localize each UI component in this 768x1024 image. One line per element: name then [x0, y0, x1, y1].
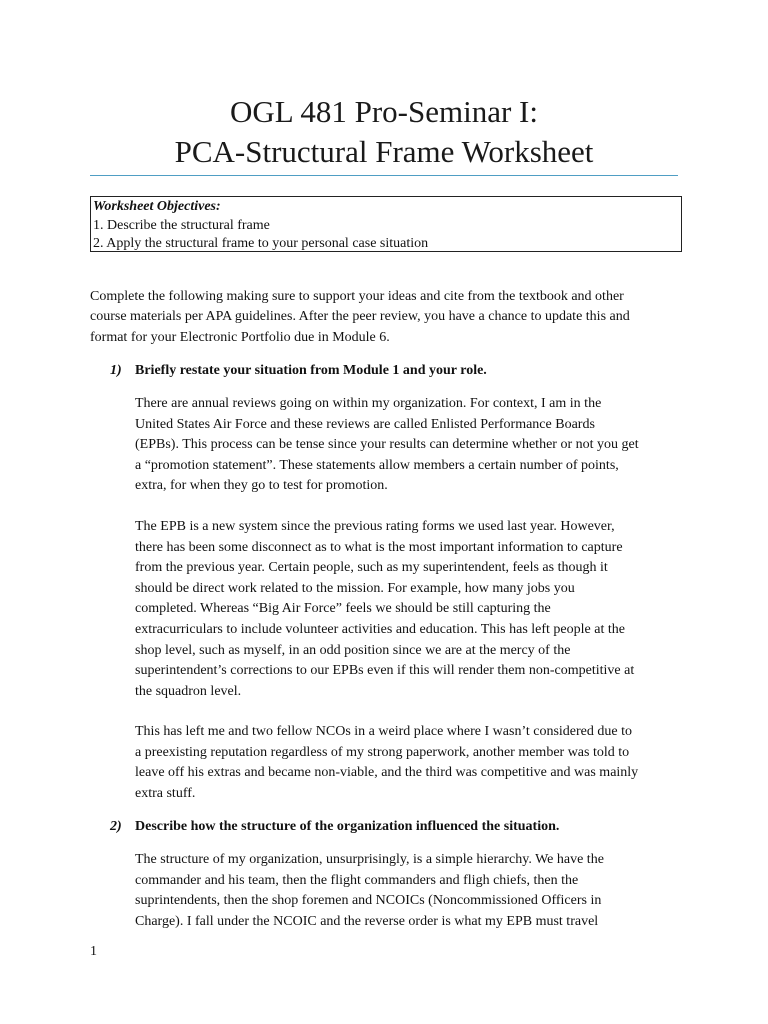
paragraph-line: completed. Whereas “Big Air Force” feels we should be still capturing the	[135, 601, 551, 617]
paragraph-line: commander and his team, then the flight commanders and fligh chiefs, then the	[135, 872, 579, 888]
paragraph-line: United States Air Force and these reviews are called Enlisted Performance Boards	[135, 416, 595, 432]
objective-item: 2. Apply the structural frame to your personal case situation	[93, 236, 429, 251]
objectives-box	[90, 196, 682, 252]
paragraph-line: Charge). I fall under the NCOIC and the reverse order is what my EPB must travel	[135, 913, 599, 929]
paragraph-line: there has been some disconnect as to what is the most important information to capture	[135, 539, 623, 555]
paragraph-line: should be direct work related to the mission. For example, how many jobs you	[135, 580, 575, 596]
paragraph-line: shop level, such as myself, in an odd position since we are at the mercy of the	[135, 642, 571, 658]
paragraph-line: from the previous year. Certain people, such as my superintendent, feels as though it	[135, 560, 608, 576]
question-text: Briefly restate your situation from Module 1 and your role.	[135, 363, 487, 378]
paragraph-line: The EPB is a new system since the previous rating forms we used last year. However,	[135, 519, 615, 534]
intro-paragraph	[90, 287, 690, 348]
title-line-2: PCA-Structural Frame Worksheet	[174, 134, 594, 169]
answer-paragraph	[135, 517, 690, 702]
paragraph-line: leave off his extras and became non-viable, and the third was competitive and was mainly	[135, 765, 639, 781]
answer-paragraph	[135, 850, 690, 932]
page-number: 1	[90, 944, 97, 959]
intro-line: format for your Electronic Portfolio due in Module 6.	[90, 329, 390, 345]
question-number: 1)	[110, 363, 122, 378]
paragraph-line: superintendent’s corrections to our EPBs even if this will render them non-competitive at	[135, 663, 635, 679]
objective-item: 1. Describe the structural frame	[93, 217, 270, 233]
intro-line: course materials per APA guidelines. After the peer review, you have a chance to update this and	[90, 309, 630, 325]
question-1	[110, 361, 700, 381]
paragraph-line: extra, for when they go to test for promotion.	[135, 478, 388, 494]
answer-paragraph	[135, 722, 690, 804]
title-line-1: OGL 481 Pro-Seminar I:	[230, 94, 538, 129]
paragraph-line: The structure of my organization, unsurprisingly, is a simple hierarchy. We have the	[135, 852, 604, 867]
question-number: 2)	[110, 819, 122, 834]
answer-paragraph	[135, 394, 690, 497]
paragraph-line: extra stuff.	[135, 785, 196, 801]
objectives-heading: Worksheet Objectives:	[93, 199, 221, 214]
title-divider	[90, 175, 678, 176]
question-text: Describe how the structure of the organization influenced the situation.	[135, 819, 560, 834]
paragraph-line: There are annual reviews going on within my organization. For context, I am in the	[135, 396, 602, 411]
paragraph-line: This has left me and two fellow NCOs in a weird place where I wasn’t considered due to	[135, 724, 632, 739]
intro-line: Complete the following making sure to support your ideas and cite from the textbook and other	[90, 289, 624, 304]
paragraph-line: extracurriculars to include volunteer activities and education. This has left people at the	[135, 621, 625, 637]
document-title	[90, 92, 678, 172]
paragraph-line: suprintendents, then the shop foremen and NCOICs (Noncommissioned Officers in	[135, 893, 602, 909]
paragraph-line: the squadron level.	[135, 683, 242, 699]
paragraph-line: a preexisting reputation regardless of my strong paperwork, another member was told to	[135, 744, 630, 760]
question-2	[110, 817, 700, 837]
paragraph-line: (EPBs). This process can be tense since your results can determine whether or not you get	[135, 437, 639, 453]
paragraph-line: a “promotion statement”. These statements allow members a certain number of points,	[135, 457, 619, 473]
